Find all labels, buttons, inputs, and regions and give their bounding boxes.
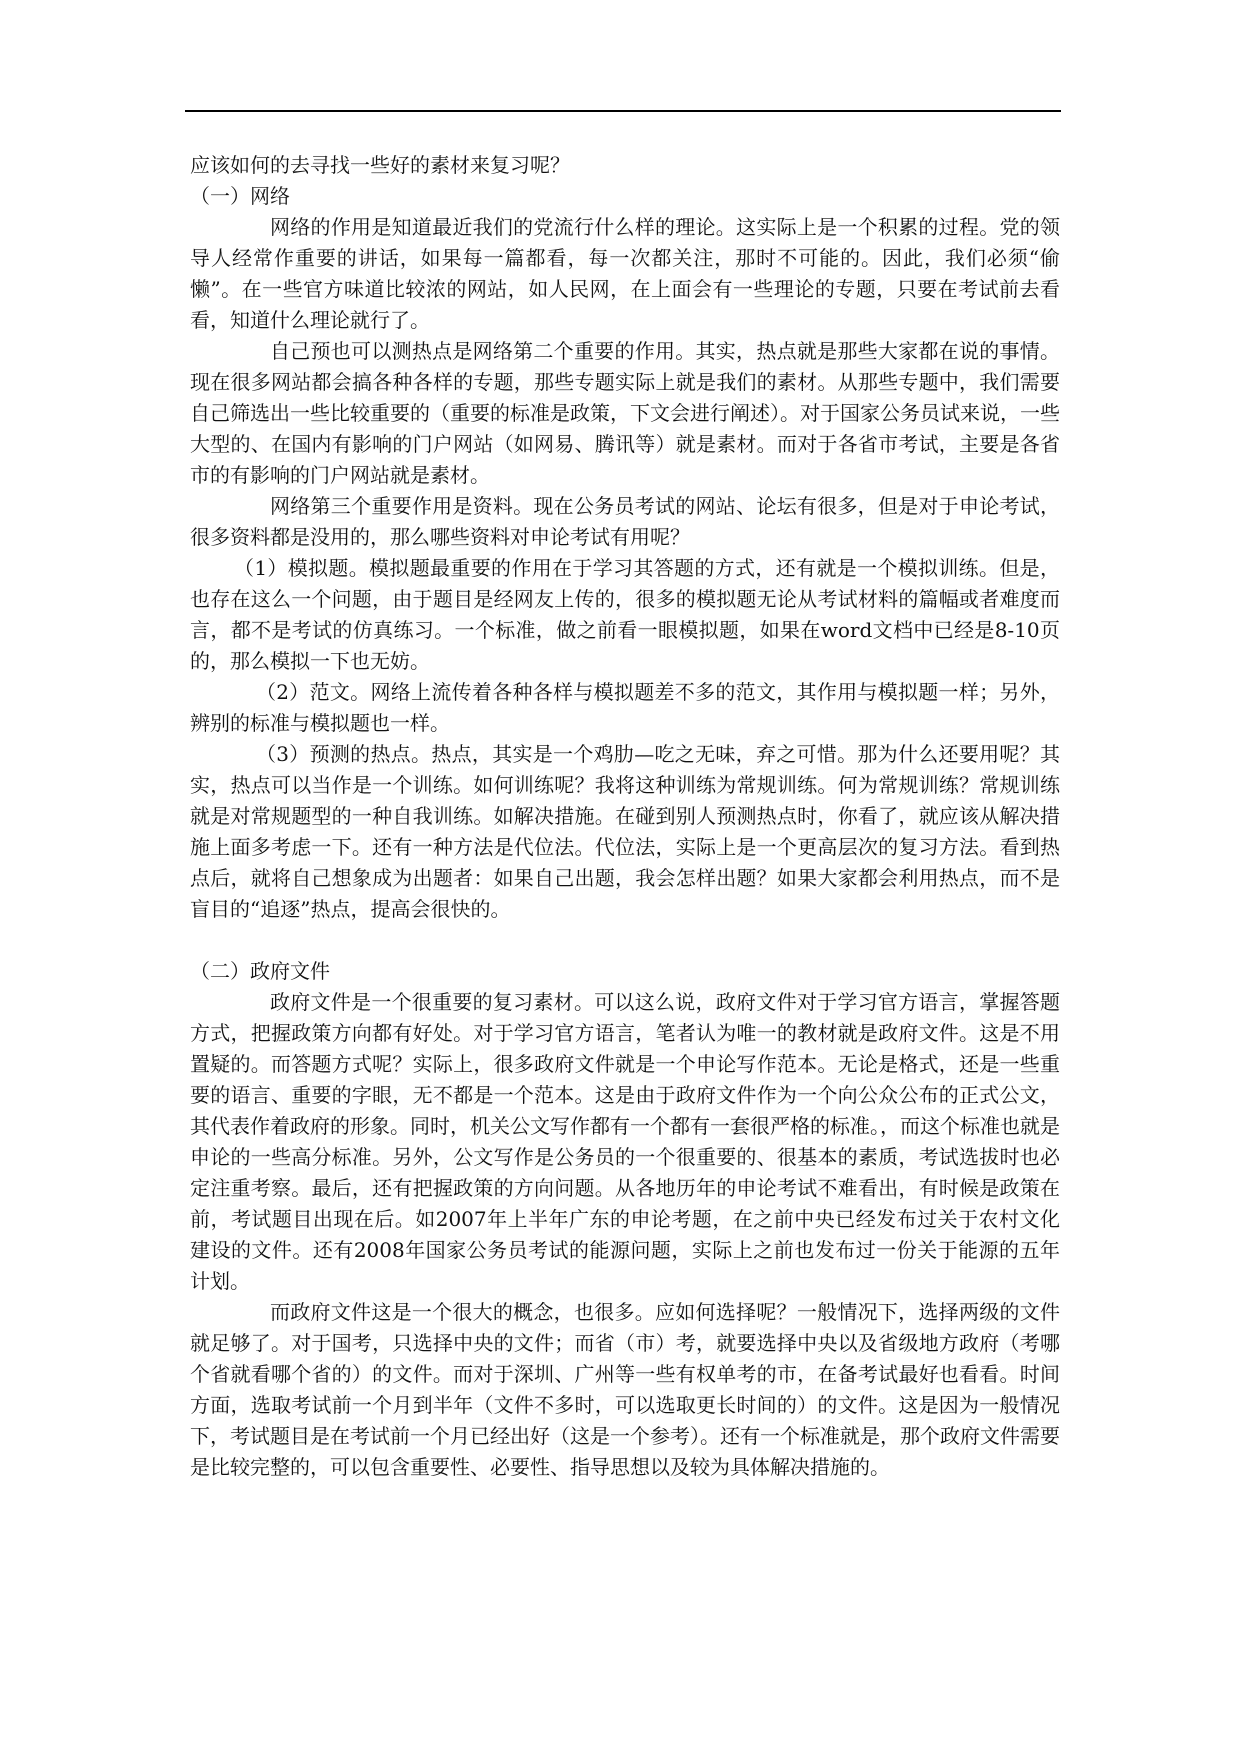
section-spacer: [190, 925, 1060, 956]
document-body: [190, 150, 1060, 1483]
paragraph-network-1: 网络的作用是知道最近我们的党流行什么样的理论。这实际上是一个积累的过程。党的领导人经常作重要的讲话，如果每一篇都看，每一次都关注，那时不可能的。因此，我们必须“偷懒”。在一些官方味道比较浓的网站，如人民网，在上面会有一些理论的专题，只要在考试前去看看，知道什么理论就行了。: [190, 215, 1060, 332]
list-item-model-essays: （2）范文。网络上流传着各种各样与模拟题差不多的范文，其作用与模拟题一样；另外，辨别的标准与模拟题也一样。: [190, 680, 1060, 735]
paragraph-government-1: 政府文件是一个很重要的复习素材。可以这么说，政府文件对于学习官方语言，掌握答题方式，把握政策方向都有好处。对于学习官方语言，笔者认为唯一的教材就是政府文件。这是不用置疑的。而答题方式呢？实际上，很多政府文件就是一个申论写作范本。无论是格式，还是一些重要的语言、重要的字眼，无不都是一个范本。这是由于政府文件作为一个向公众公布的正式公文，其代表作着政府的形象。同时，机关公文写作都有一个都有一套很严格的标准。，而这个标准也就是申论的一些高分标准。另外，公文写作是公务员的一个很重要的、很基本的素质，考试选拔时也必定注重考察。最后，还有把握政策的方向问题。从各地历年的申论考试不难看出，有时候是政策在前，考试题目出现在后。如2007年上半年广东的申论考题，在之前中央已经发布过关于农村文化建设的文件。还有2008年国家公务员考试的能源问题，实际上之前也发布过一份关于能源的五年计划。: [190, 990, 1060, 1293]
list-item-mock-exams: （1）模拟题。模拟题最重要的作用在于学习其答题的方式，还有就是一个模拟训练。但是，也存在这么一个问题，由于题目是经网友上传的，很多的模拟题无论从考试材料的篇幅或者难度而言，都不是考试的仿真练习。一个标准，做之前看一眼模拟题，如果在word文档中已经是8-10页的，那么模拟一下也无妨。: [190, 556, 1060, 673]
paragraph-network-3: 网络第三个重要作用是资料。现在公务员考试的网站、论坛有很多，但是对于申论考试，很多资料都是没用的，那么哪些资料对申论考试有用呢？: [190, 494, 1060, 549]
intro-question: 应该如何的去寻找一些好的素材来复习呢？: [190, 153, 570, 177]
paragraph-network-2: 自己预也可以测热点是网络第二个重要的作用。其实，热点就是那些大家都在说的事情。现在很多网站都会搞各种各样的专题，那些专题实际上就是我们的素材。从那些专题中，我们需要自己筛选出一些比较重要的（重要的标准是政策，下文会进行阐述）。对于国家公务员试来说，一些大型的、在国内有影响的门户网站（如网易、腾讯等）就是素材。而对于各省市考试，主要是各省市的有影响的门户网站就是素材。: [190, 339, 1060, 487]
list-item-hot-topics: （3）预测的热点。热点，其实是一个鸡肋—吃之无味，弃之可惜。那为什么还要用呢？其实，热点可以当作是一个训练。如何训练呢？我将这种训练为常规训练。何为常规训练？常规训练就是对常规题型的一种自我训练。如解决措施。在碰到别人预测热点时，你看了，就应该从解决措施上面多考虑一下。还有一种方法是代位法。代位法，实际上是一个更高层次的复习方法。看到热点后，就将自己想象成为出题者：如果自己出题，我会怎样出题？如果大家都会利用热点，而不是盲目的“追逐”热点，提高会很快的。: [190, 742, 1060, 921]
section-heading-government-docs: （二）政府文件: [190, 959, 330, 983]
header-rule: [185, 110, 1061, 112]
paragraph-government-2: 而政府文件这是一个很大的概念，也很多。应如何选择呢？一般情况下，选择两级的文件就足够了。对于国考，只选择中央的文件；而省（市）考，就要选择中央以及省级地方政府（考哪个省就看哪个省的）的文件。而对于深圳、广州等一些有权单考的市，在备考试最好也看看。时间方面，选取考试前一个月到半年（文件不多时，可以选取更长时间的）的文件。这是因为一般情况下，考试题目是在考试前一个月已经出好（这是一个参考）。还有一个标准就是，那个政府文件需要是比较完整的，可以包含重要性、必要性、指导思想以及较为具体解决措施的。: [190, 1300, 1060, 1479]
section-heading-network: （一）网络: [190, 184, 290, 208]
